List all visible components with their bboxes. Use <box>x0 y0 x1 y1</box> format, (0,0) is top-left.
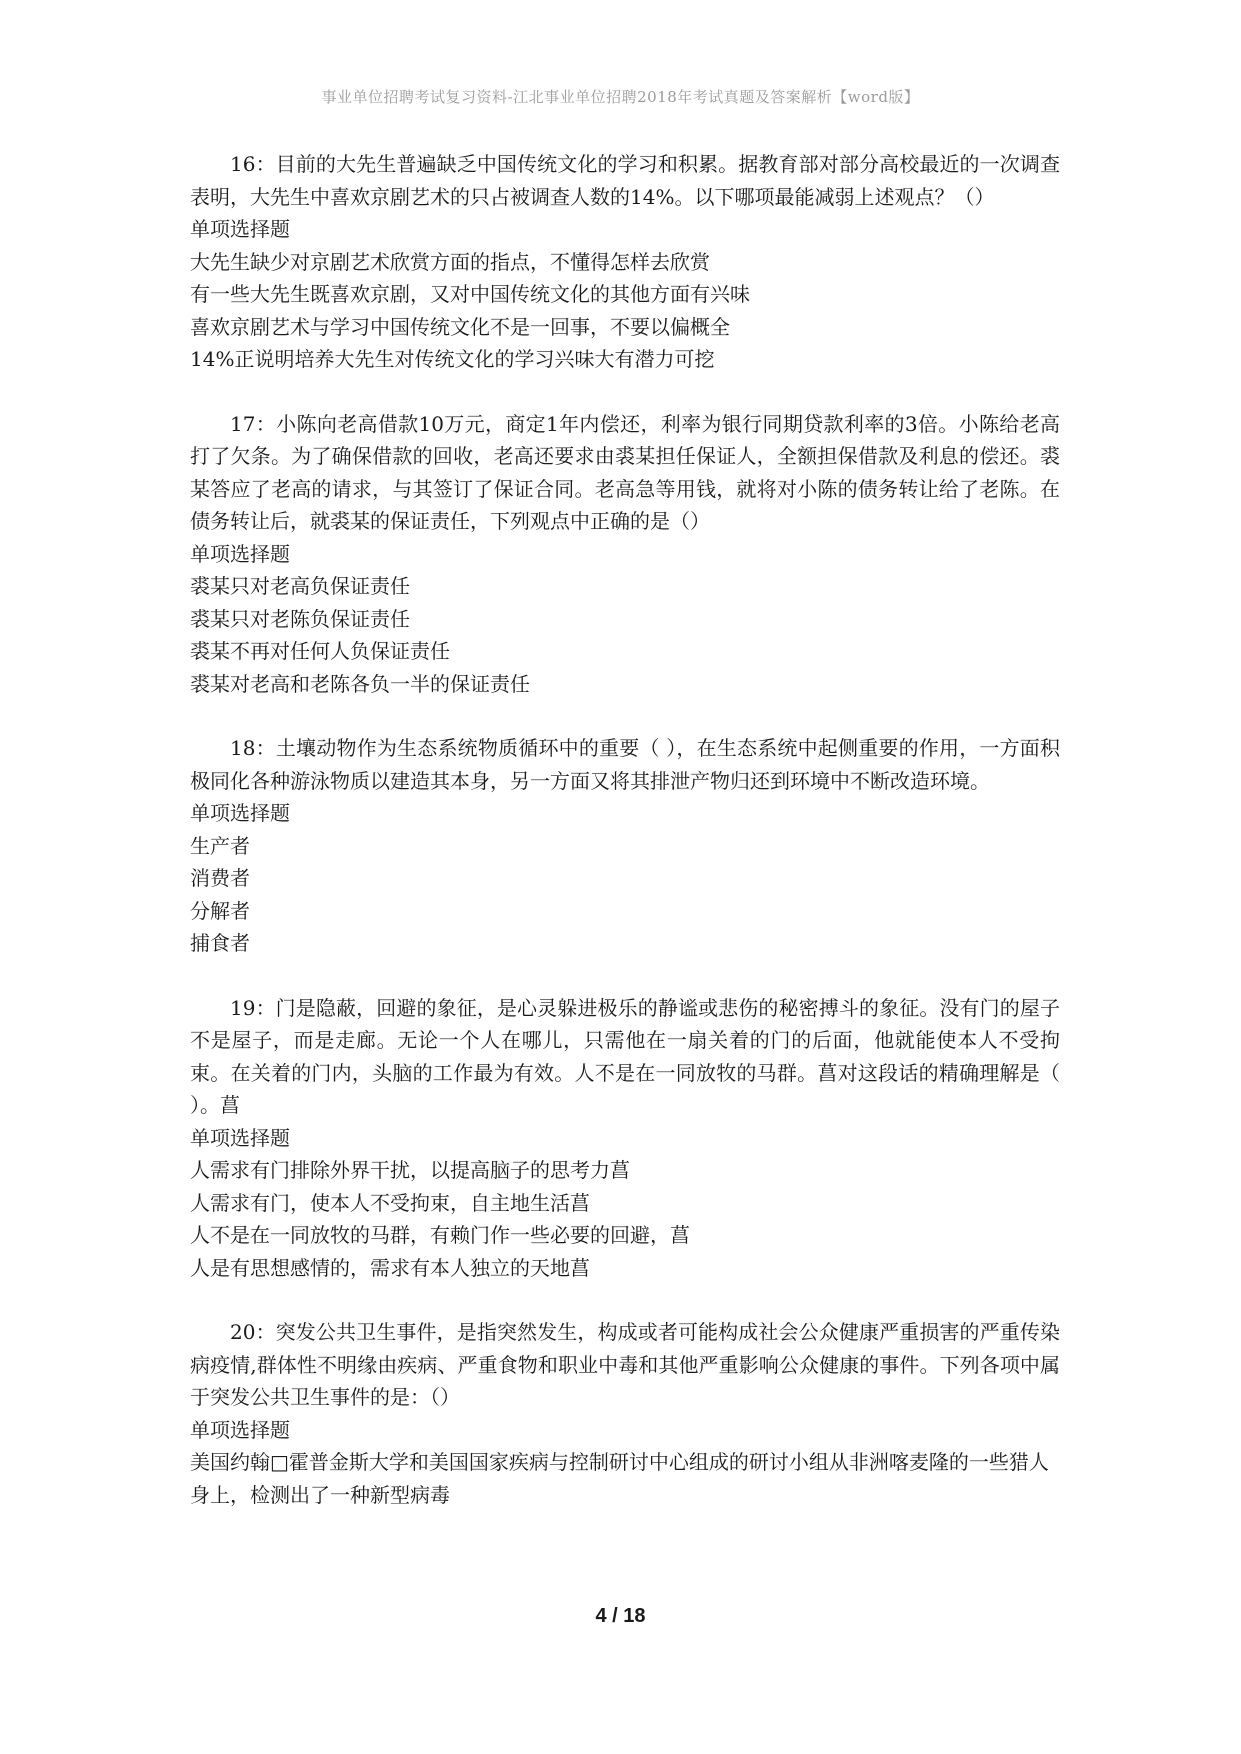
option-c: 人不是在一同放牧的马群，有赖门作一些必要的回避，菖 <box>190 1223 690 1247</box>
option-d: 裘某对老高和老陈各负一半的保证责任 <box>190 671 530 696</box>
question-19 <box>190 992 1060 1285</box>
question-type: 单项选择题 <box>190 801 290 825</box>
option-b: 裘某只对老陈负保证责任 <box>190 606 410 631</box>
document-body <box>190 148 1060 1543</box>
question-stem: 19：门是隐蔽，回避的象征，是心灵躲进极乐的静谧或悲伤的秘密搏斗的象征。没有门的屋子不是屋子，而是走廊。无论一个人在哪儿，只需他在一扇关着的门的后面，他就能使本人不受拘束。在关着的门内，头脑的工作最为有效。人不是在一同放牧的马群。菖对这段话的精确理解是（ ）。菖 <box>190 995 1060 1117</box>
option-b: 有一些大先生既喜欢京剧，又对中国传统文化的其他方面有兴味 <box>190 282 750 306</box>
question-20 <box>190 1316 1060 1511</box>
option-a: 生产者 <box>190 833 250 858</box>
option-a: 裘某只对老高负保证责任 <box>190 574 410 598</box>
question-type: 单项选择题 <box>190 1125 290 1150</box>
option-b: 消费者 <box>190 866 250 890</box>
option-c: 分解者 <box>190 898 250 923</box>
option-a: 大先生缺少对京剧艺术欣赏方面的指点，不懂得怎样去欣赏 <box>190 249 710 274</box>
question-type: 单项选择题 <box>190 1417 290 1442</box>
question-17 <box>190 408 1060 701</box>
page-header: 事业单位招聘考试复习资料-江北事业单位招聘2018年考试真题及答案解析【word版】 <box>321 88 920 106</box>
question-stem: 20：突发公共卫生事件，是指突然发生，构成或者可能构成社会公众健康严重损害的严重传染病疫情,群体性不明缘由疾病、严重食物和职业中毒和其他严重影响公众健康的事件。下列各项中属于突发公共卫生事件的是：（） <box>190 1320 1060 1409</box>
question-stem: 18：土壤动物作为生态系统物质循环中的重要（ ），在生态系统中起侧重要的作用，一方面积极同化各种游泳物质以建造其本身，另一方面又将其排泄产物归还到环境中不断改造环境。 <box>190 736 1060 793</box>
option-b: 人需求有门，使本人不受拘束，自主地生活菖 <box>190 1190 590 1215</box>
question-stem: 16：目前的大先生普遍缺乏中国传统文化的学习和积累。据教育部对部分高校最近的一次调查表明，大先生中喜欢京剧艺术的只占被调查人数的14%。以下哪项最能减弱上述观点？（） <box>190 152 1060 209</box>
option-d: 捕食者 <box>190 931 250 955</box>
question-type: 单项选择题 <box>190 217 290 241</box>
option-d: 14%正说明培养大先生对传统文化的学习兴味大有潜力可挖 <box>190 347 715 371</box>
page-number: 4 / 18 <box>595 1605 646 1627</box>
option-a: 人需求有门排除外界干扰，以提高脑子的思考力菖 <box>190 1158 630 1182</box>
question-stem: 17：小陈向老高借款10万元，商定1年内偿还，利率为银行同期贷款利率的3倍。小陈给老高打了欠条。为了确保借款的回收，老高还要求由裘某担任保证人，全额担保借款及利息的偿还。裘某答应了老高的请求，与其签订了保证合同。老高急等用钱，就将对小陈的债务转让给了老陈。在债务转让后，就裘某的保证责任，下列观点中正确的是（） <box>190 411 1060 533</box>
option-a: 美国约翰□霍普金斯大学和美国国家疾病与控制研讨中心组成的研讨小组从非洲喀麦隆的一些猎人身上，检测出了一种新型病毒 <box>190 1450 1049 1507</box>
question-16 <box>190 148 1060 376</box>
option-d: 人是有思想感情的，需求有本人独立的天地菖 <box>190 1255 590 1280</box>
option-c: 喜欢京剧艺术与学习中国传统文化不是一回事，不要以偏概全 <box>190 314 730 339</box>
question-type: 单项选择题 <box>190 541 290 566</box>
option-c: 裘某不再对任何人负保证责任 <box>190 639 450 663</box>
question-18 <box>190 732 1060 960</box>
